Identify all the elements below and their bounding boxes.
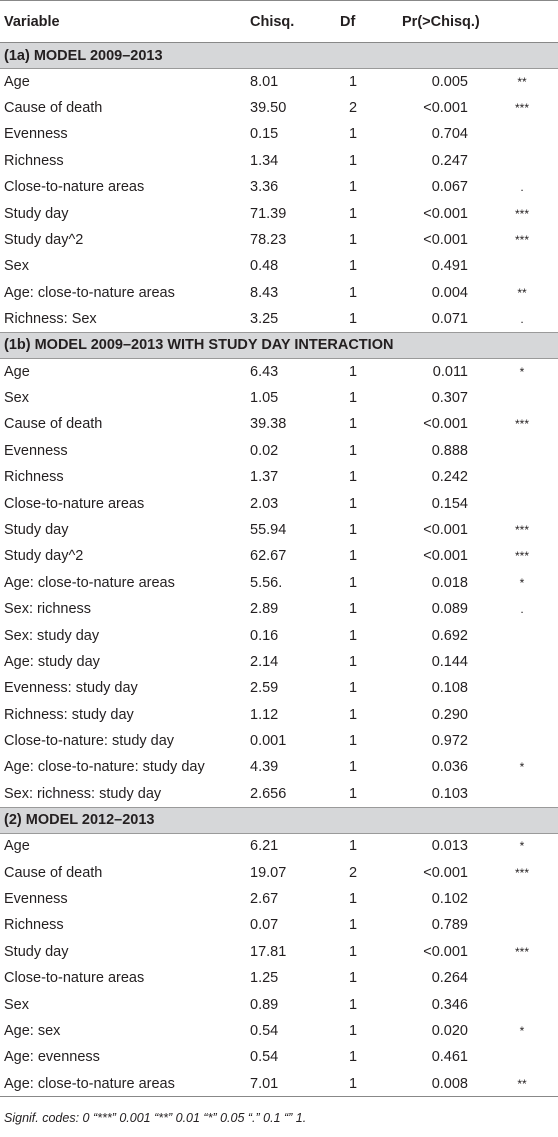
cell-df: 1	[348, 1022, 358, 1039]
table-row	[0, 306, 558, 332]
cell-df: 1	[348, 521, 358, 538]
table-row	[0, 1044, 558, 1070]
cell-chisq: 1.37	[250, 469, 279, 486]
cell-pr: 0.020	[431, 1022, 468, 1039]
cell-variable: Sex	[4, 389, 29, 406]
cell-pr: 0.972	[431, 733, 468, 750]
section-title: (2) MODEL 2012–2013	[0, 807, 558, 833]
cell-chisq: 3.36	[250, 179, 279, 196]
cell-signif: ***	[514, 233, 529, 248]
cell-signif	[476, 1044, 558, 1070]
cell-signif	[476, 438, 558, 464]
cell-signif	[476, 701, 558, 727]
cell-df: 1	[348, 416, 358, 433]
table-row	[0, 517, 558, 543]
table-row	[0, 1018, 558, 1044]
cell-variable: Sex: richness	[4, 601, 92, 618]
cell-pr: <0.001	[423, 548, 468, 565]
table-row	[0, 280, 558, 306]
cell-variable: Age: close-to-nature areas	[4, 284, 175, 301]
table-header-row	[0, 1, 558, 43]
cell-signif: ***	[514, 417, 529, 432]
table-row	[0, 754, 558, 780]
cell-variable: Age	[4, 363, 30, 380]
cell-pr: 0.071	[431, 310, 468, 327]
table-row	[0, 69, 558, 95]
cell-pr: 0.005	[431, 73, 468, 90]
cell-signif	[476, 912, 558, 938]
cell-pr: <0.001	[423, 416, 468, 433]
cell-signif: **	[517, 285, 527, 300]
cell-pr: 0.102	[431, 891, 468, 908]
table-row	[0, 649, 558, 675]
table-row	[0, 358, 558, 384]
cell-signif: *	[519, 1023, 525, 1038]
table-body	[0, 43, 558, 1097]
cell-df: 1	[348, 917, 358, 934]
cell-variable: Evenness	[4, 891, 68, 908]
cell-signif	[476, 622, 558, 648]
cell-signif: .	[520, 180, 524, 195]
table-row	[0, 912, 558, 938]
section-title: (1a) MODEL 2009–2013	[0, 43, 558, 69]
cell-signif	[476, 781, 558, 807]
cell-chisq: 0.89	[250, 996, 279, 1013]
header-pr: Pr(>Chisq.)	[382, 1, 558, 43]
cell-df: 1	[348, 258, 358, 275]
section-header-row	[0, 332, 558, 358]
signif-codes-footnote: Signif. codes: 0 “***” 0.001 “**” 0.01 “*” 0.05 “.” 0.1 “” 1.	[4, 1111, 307, 1126]
cell-pr: 0.704	[431, 126, 468, 143]
cell-df: 1	[348, 73, 358, 90]
table-row	[0, 939, 558, 965]
cell-pr: 0.461	[431, 1049, 468, 1066]
section-title: (1b) MODEL 2009–2013 WITH STUDY DAY INTERACTION	[0, 332, 558, 358]
cell-variable: Sex	[4, 258, 29, 275]
cell-chisq: 1.34	[250, 152, 279, 169]
cell-signif	[476, 121, 558, 147]
cell-chisq: 4.39	[250, 759, 279, 776]
cell-chisq: 7.01	[246, 1071, 324, 1097]
cell-variable: Age: close-to-nature areas	[4, 574, 175, 591]
cell-signif	[476, 253, 558, 279]
cell-chisq: 17.81	[250, 943, 287, 960]
cell-variable: Cause of death	[4, 864, 103, 881]
cell-signif: ***	[514, 101, 529, 116]
cell-signif: ***	[514, 522, 529, 537]
cell-chisq: 0.54	[250, 1049, 279, 1066]
cell-df: 1	[348, 363, 358, 380]
cell-variable: Close-to-nature areas	[4, 970, 145, 987]
table-row	[0, 991, 558, 1017]
cell-chisq: 78.23	[250, 232, 287, 249]
cell-variable: Age: evenness	[4, 1049, 100, 1066]
cell-pr: 0.789	[431, 917, 468, 934]
cell-signif: ***	[514, 206, 529, 221]
table-row	[0, 385, 558, 411]
table-row	[0, 675, 558, 701]
cell-variable: Close-to-nature areas	[4, 495, 145, 512]
cell-chisq: 0.001	[250, 733, 287, 750]
table-row	[0, 253, 558, 279]
cell-pr: 0.067	[431, 179, 468, 196]
cell-signif: .	[520, 311, 524, 326]
cell-df: 1	[348, 284, 358, 301]
cell-chisq: 0.16	[250, 627, 279, 644]
cell-pr: 0.018	[431, 574, 468, 591]
cell-df: 1	[348, 759, 358, 776]
cell-df: 1	[348, 469, 358, 486]
cell-signif: *	[519, 364, 525, 379]
cell-pr: <0.001	[423, 205, 468, 222]
cell-signif	[476, 675, 558, 701]
table-row	[0, 886, 558, 912]
cell-df: 2	[348, 100, 358, 117]
cell-signif: ***	[514, 865, 529, 880]
table-row	[0, 148, 558, 174]
cell-df: 1	[348, 389, 358, 406]
cell-chisq: 39.50	[250, 100, 287, 117]
cell-chisq: 62.67	[250, 548, 287, 565]
table-row	[0, 701, 558, 727]
cell-signif	[476, 148, 558, 174]
cell-chisq: 6.43	[250, 363, 279, 380]
table-row	[0, 728, 558, 754]
cell-df: 1	[348, 943, 358, 960]
cell-chisq: 0.54	[250, 1022, 279, 1039]
header-variable: Variable	[0, 1, 246, 43]
cell-signif: *	[519, 839, 525, 854]
cell-signif	[476, 728, 558, 754]
cell-chisq: 5.56.	[250, 574, 283, 591]
table-row	[0, 95, 558, 121]
cell-df: 2	[348, 864, 358, 881]
cell-variable: Richness: Sex	[4, 310, 97, 327]
cell-pr: <0.001	[423, 864, 468, 881]
table-row	[0, 200, 558, 226]
cell-chisq: 71.39	[250, 205, 287, 222]
table-row	[0, 490, 558, 516]
cell-variable: Study day^2	[4, 548, 84, 565]
cell-chisq: 2.67	[250, 891, 279, 908]
cell-variable: Richness	[4, 469, 64, 486]
cell-pr: 0.004	[431, 284, 468, 301]
cell-signif: **	[517, 74, 527, 89]
cell-variable: Age	[4, 73, 30, 90]
cell-variable: Age: sex	[4, 1022, 61, 1039]
cell-chisq: 1.25	[250, 970, 279, 987]
cell-variable: Study day	[4, 205, 69, 222]
cell-variable: Sex: richness: study day	[4, 785, 162, 802]
cell-df: 1	[348, 495, 358, 512]
cell-pr: 0.290	[431, 706, 468, 723]
cell-variable: Study day	[4, 521, 69, 538]
table-row	[0, 570, 558, 596]
cell-variable: Study day^2	[4, 232, 84, 249]
cell-signif	[476, 991, 558, 1017]
cell-signif	[476, 965, 558, 991]
cell-variable: Close-to-nature areas	[4, 179, 145, 196]
cell-pr: 0.011	[432, 363, 468, 380]
cell-variable: Richness	[4, 152, 64, 169]
cell-chisq: 55.94	[250, 521, 287, 538]
cell-chisq: 8.43	[250, 284, 279, 301]
cell-df: 1	[348, 627, 358, 644]
cell-pr: 0.888	[431, 442, 468, 459]
section-header-row	[0, 43, 558, 69]
cell-chisq: 19.07	[250, 864, 287, 881]
cell-variable: Evenness	[4, 126, 68, 143]
cell-signif	[476, 464, 558, 490]
cell-pr: <0.001	[423, 232, 468, 249]
cell-variable: Study day	[4, 943, 69, 960]
cell-signif	[476, 490, 558, 516]
cell-pr: <0.001	[423, 943, 468, 960]
cell-variable: Cause of death	[4, 416, 103, 433]
cell-pr: 0.089	[431, 601, 468, 618]
cell-chisq: 2.59	[250, 680, 279, 697]
cell-pr: <0.001	[423, 521, 468, 538]
cell-signif	[476, 886, 558, 912]
cell-chisq: 8.01	[250, 73, 279, 90]
cell-df: 1	[348, 205, 358, 222]
cell-df: 1	[348, 310, 358, 327]
cell-variable: Richness: study day	[4, 706, 134, 723]
cell-pr: 0.242	[431, 469, 468, 486]
cell-df: 1	[348, 706, 358, 723]
cell-variable: Cause of death	[4, 100, 103, 117]
cell-df: 1	[348, 970, 358, 987]
cell-chisq: 3.25	[250, 310, 279, 327]
table-row	[0, 411, 558, 437]
table-row	[0, 438, 558, 464]
table-row	[0, 174, 558, 200]
cell-chisq: 2.656	[250, 785, 287, 802]
cell-chisq: 0.07	[250, 917, 279, 934]
cell-pr: 0.154	[431, 495, 468, 512]
section-header-row	[0, 807, 558, 833]
table-row	[0, 833, 558, 859]
cell-df: 1	[348, 179, 358, 196]
cell-df: 1	[348, 996, 358, 1013]
cell-df: 1	[348, 232, 358, 249]
cell-variable: Age	[4, 838, 30, 855]
cell-chisq: 0.48	[250, 258, 279, 275]
cell-chisq: 39.38	[250, 416, 287, 433]
cell-df: 1	[348, 733, 358, 750]
cell-pr: 0.346	[431, 996, 468, 1013]
cell-pr: 0.144	[431, 653, 468, 670]
cell-variable: Sex: study day	[4, 627, 100, 644]
cell-df: 1	[348, 891, 358, 908]
cell-df: 1	[348, 126, 358, 143]
table-row	[0, 596, 558, 622]
cell-signif: ***	[514, 944, 529, 959]
cell-df: 1	[348, 1049, 358, 1066]
cell-df: 1	[324, 1071, 382, 1097]
table-row	[0, 464, 558, 490]
cell-chisq: 0.15	[250, 126, 279, 143]
cell-pr: 0.491	[431, 258, 468, 275]
cell-df: 1	[348, 548, 358, 565]
cell-chisq: 1.12	[250, 706, 279, 723]
header-chisq: Chisq.	[246, 1, 324, 43]
cell-pr: 0.307	[431, 389, 468, 406]
table-row	[0, 227, 558, 253]
cell-pr: 0.692	[431, 627, 468, 644]
cell-pr: 0.108	[431, 680, 468, 697]
cell-variable: Close-to-nature: study day	[4, 733, 175, 750]
cell-signif: .	[520, 602, 524, 617]
header-df: Df	[324, 1, 382, 43]
cell-df: 1	[348, 653, 358, 670]
cell-pr: <0.001	[423, 100, 468, 117]
cell-pr: 0.013	[431, 838, 468, 855]
cell-chisq: 2.03	[250, 495, 279, 512]
cell-variable: Age: close-to-nature areas	[0, 1071, 246, 1097]
cell-pr: 0.036	[431, 759, 468, 776]
cell-df: 1	[348, 442, 358, 459]
cell-variable: Age: study day	[4, 653, 100, 670]
cell-signif	[476, 385, 558, 411]
cell-pr: 0.264	[431, 970, 468, 987]
table-row	[0, 622, 558, 648]
cell-signif: *	[519, 760, 525, 775]
table-row	[0, 859, 558, 885]
table-row	[0, 781, 558, 807]
cell-signif: ***	[514, 549, 529, 564]
cell-chisq: 1.05	[250, 389, 279, 406]
cell-signif: **	[476, 1071, 558, 1097]
cell-pr: 0.103	[431, 785, 468, 802]
cell-df: 1	[348, 152, 358, 169]
cell-signif	[476, 649, 558, 675]
cell-variable: Age: close-to-nature: study day	[4, 759, 205, 776]
table-row	[0, 121, 558, 147]
cell-df: 1	[348, 574, 358, 591]
cell-df: 1	[348, 680, 358, 697]
cell-variable: Sex	[4, 996, 29, 1013]
cell-chisq: 2.89	[250, 601, 279, 618]
cell-df: 1	[348, 785, 358, 802]
cell-pr: 0.008	[382, 1071, 476, 1097]
table-row	[0, 543, 558, 569]
cell-chisq: 6.21	[250, 838, 279, 855]
table-row	[0, 965, 558, 991]
cell-signif: *	[519, 575, 525, 590]
cell-variable: Evenness	[4, 442, 68, 459]
cell-df: 1	[348, 838, 358, 855]
cell-variable: Evenness: study day	[4, 680, 138, 697]
table-row	[0, 1071, 558, 1097]
cell-pr: 0.247	[431, 152, 468, 169]
cell-chisq: 0.02	[250, 442, 279, 459]
cell-chisq: 2.14	[250, 653, 279, 670]
cell-variable: Richness	[4, 917, 64, 934]
cell-df: 1	[348, 601, 358, 618]
